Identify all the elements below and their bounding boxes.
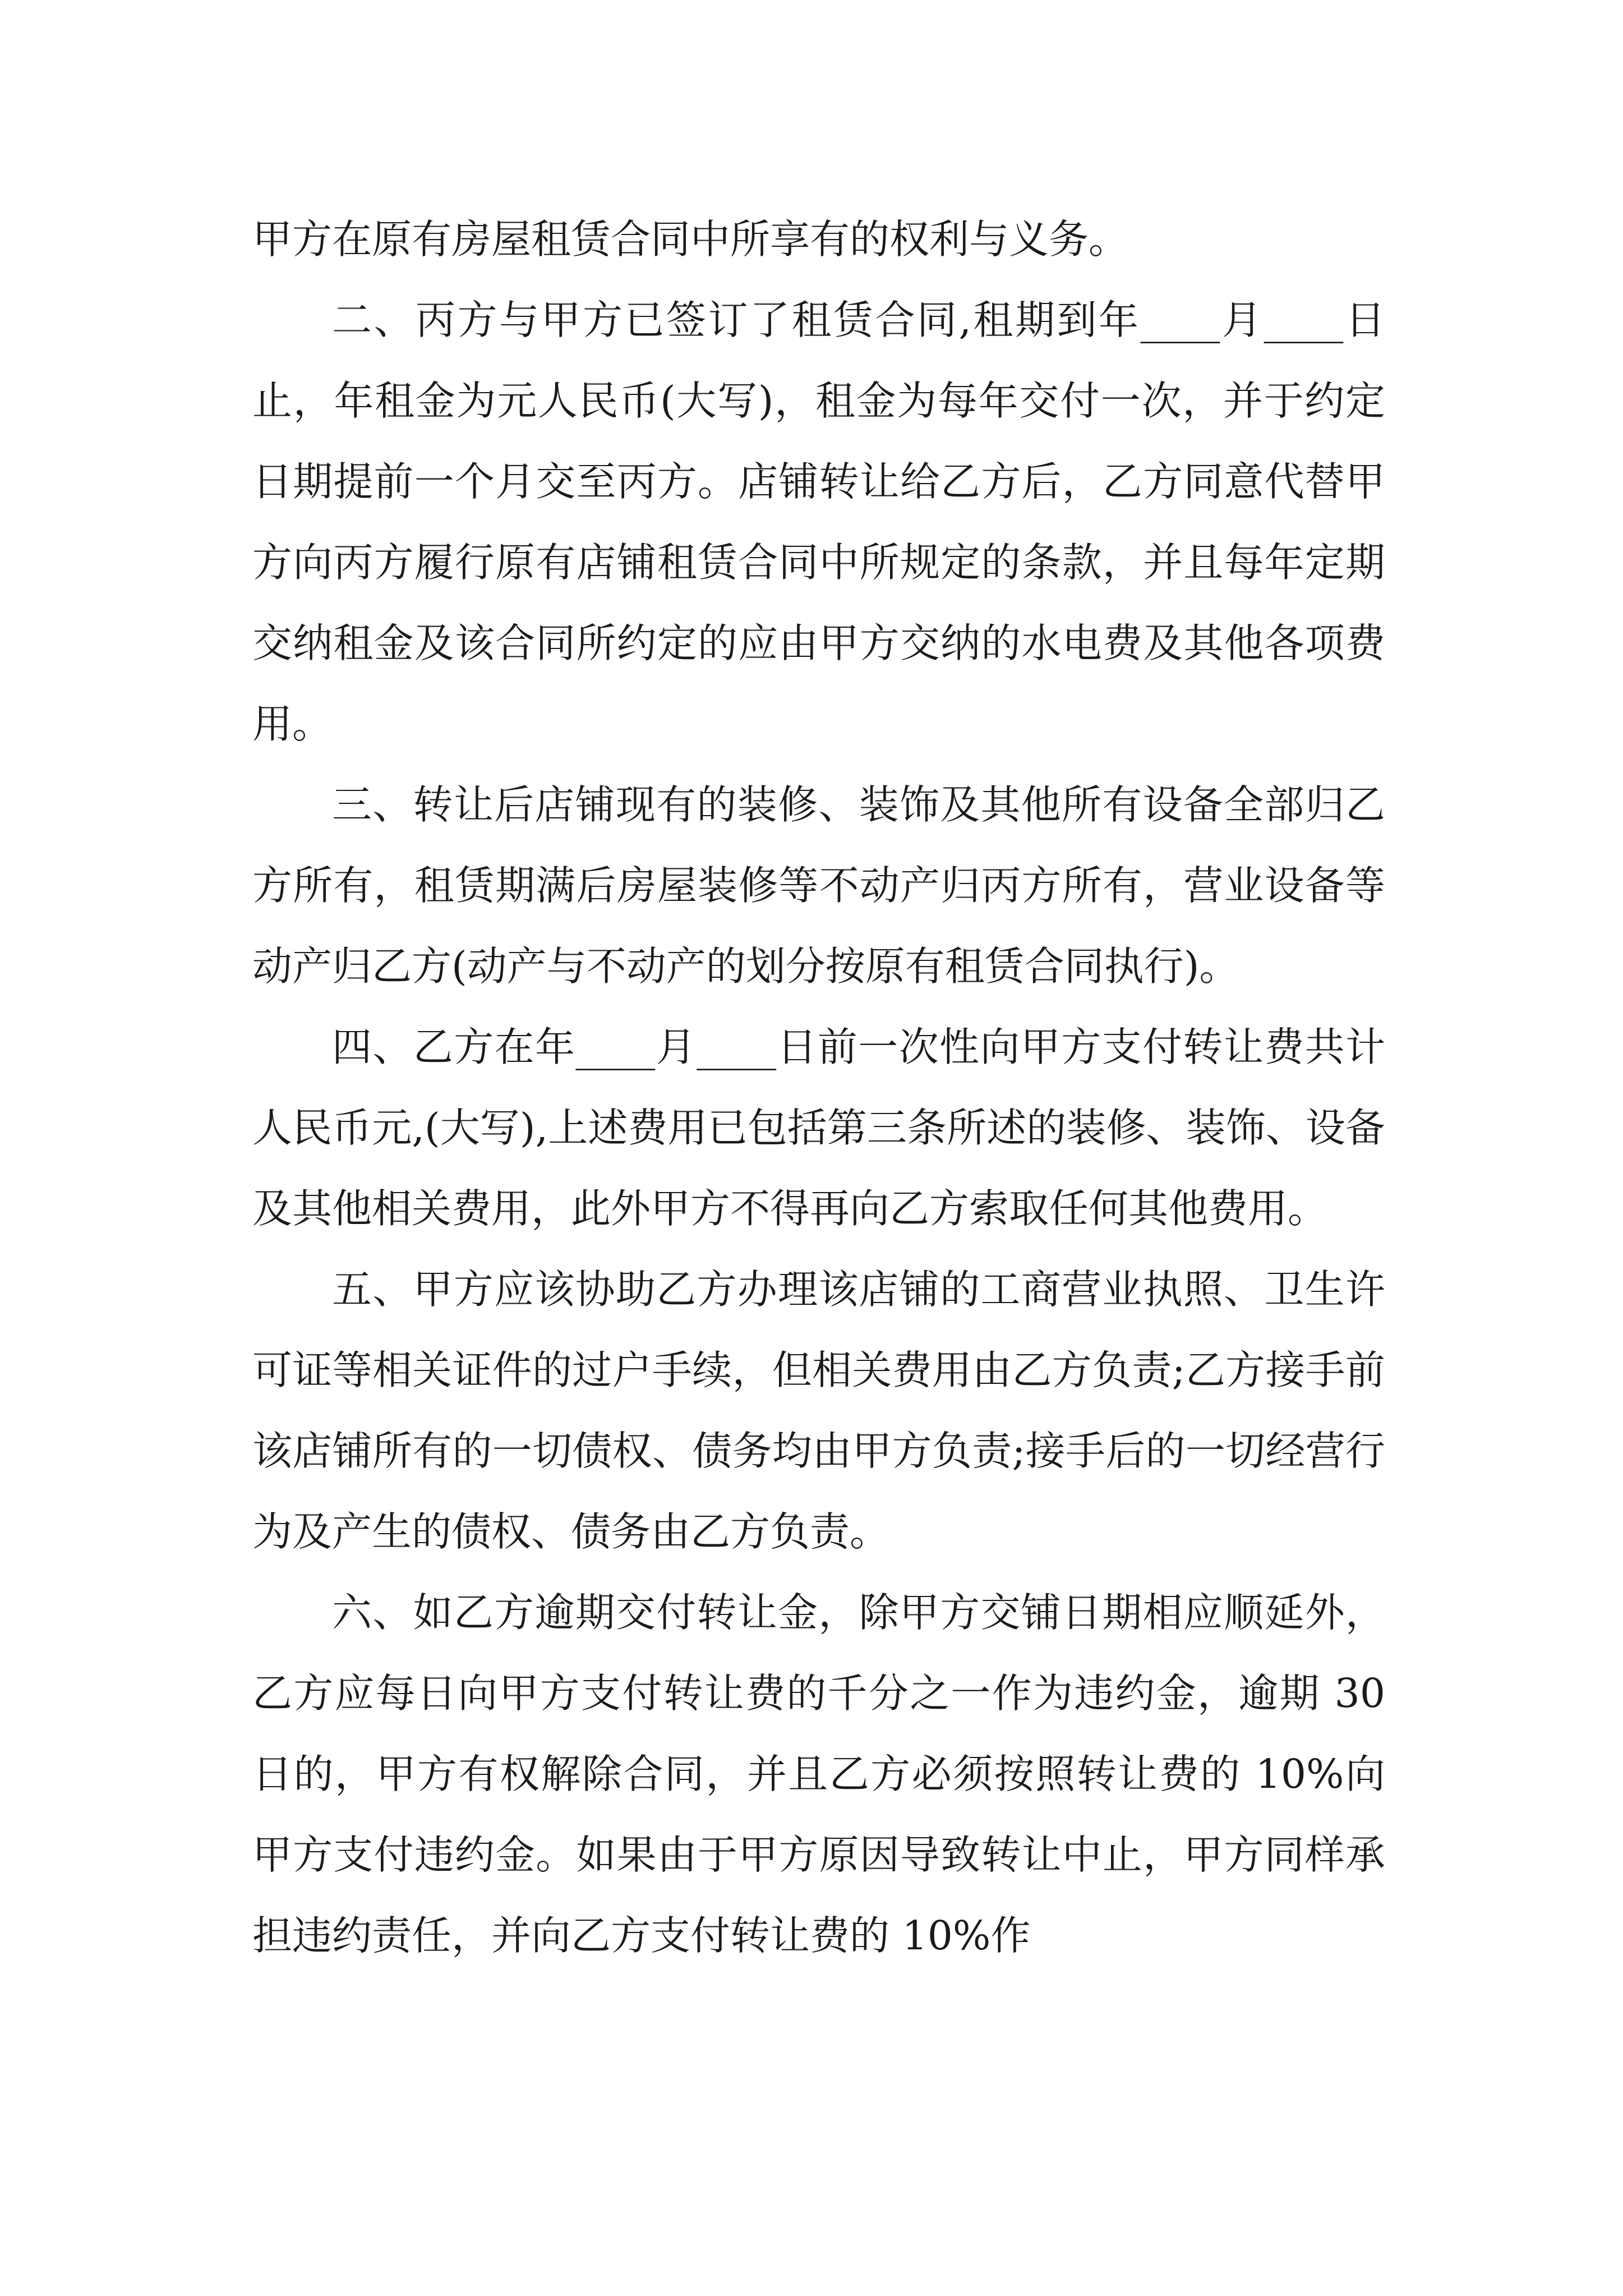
document-body — [252, 199, 1385, 1976]
paragraph-clause-3: 三、转让后店铺现有的装修、装饰及其他所有设备全部归乙方所有，租赁期满后房屋装修等不动产归丙方所有，营业设备等动产归乙方(动产与不动产的划分按原有租赁合同执行)。 — [252, 781, 1385, 990]
paragraph-clause-5: 五、甲方应该协助乙方办理该店铺的工商营业执照、卫生许可证等相关证件的过户手续，但相关费用由乙方负责;乙方接手前该店铺所有的一切债权、债务均由甲方负责;接手后的一切经营行为及产生的债权、债务由乙方负责。 — [252, 1266, 1385, 1555]
paragraph-clause-4: 四、乙方在年____月____日前一次性向甲方支付转让费共计人民币元,(大写),上述费用已包括第三条所述的装修、装饰、设备及其他相关费用，此外甲方不得再向乙方索取任何其他费用。 — [252, 1024, 1385, 1232]
paragraph-clause-6: 六、如乙方逾期交付转让金，除甲方交铺日期相应顺延外，乙方应每日向甲方支付转让费的千分之一作为违约金，逾期 30 日的，甲方有权解除合同，并且乙方必须按照转让费的 10%向甲方支付违约金。如果由于甲方原因导致转让中止，甲方同样承担违约责任，并向乙方支付转让费的 10%作 — [252, 1589, 1385, 1959]
paragraph-clause-2: 二、丙方与甲方已签订了租赁合同,租期到年____月____日止，年租金为元人民币(大写)，租金为每年交付一次，并于约定日期提前一个月交至丙方。店铺转让给乙方后，乙方同意代替甲方向丙方履行原有店铺租赁合同中所规定的条款，并且每年定期交纳租金及该合同所约定的应由甲方交纳的水电费及其他各项费用。 — [252, 297, 1385, 747]
paragraph-continuation: 甲方在原有房屋租赁合同中所享有的权利与义务。 — [252, 216, 1129, 263]
